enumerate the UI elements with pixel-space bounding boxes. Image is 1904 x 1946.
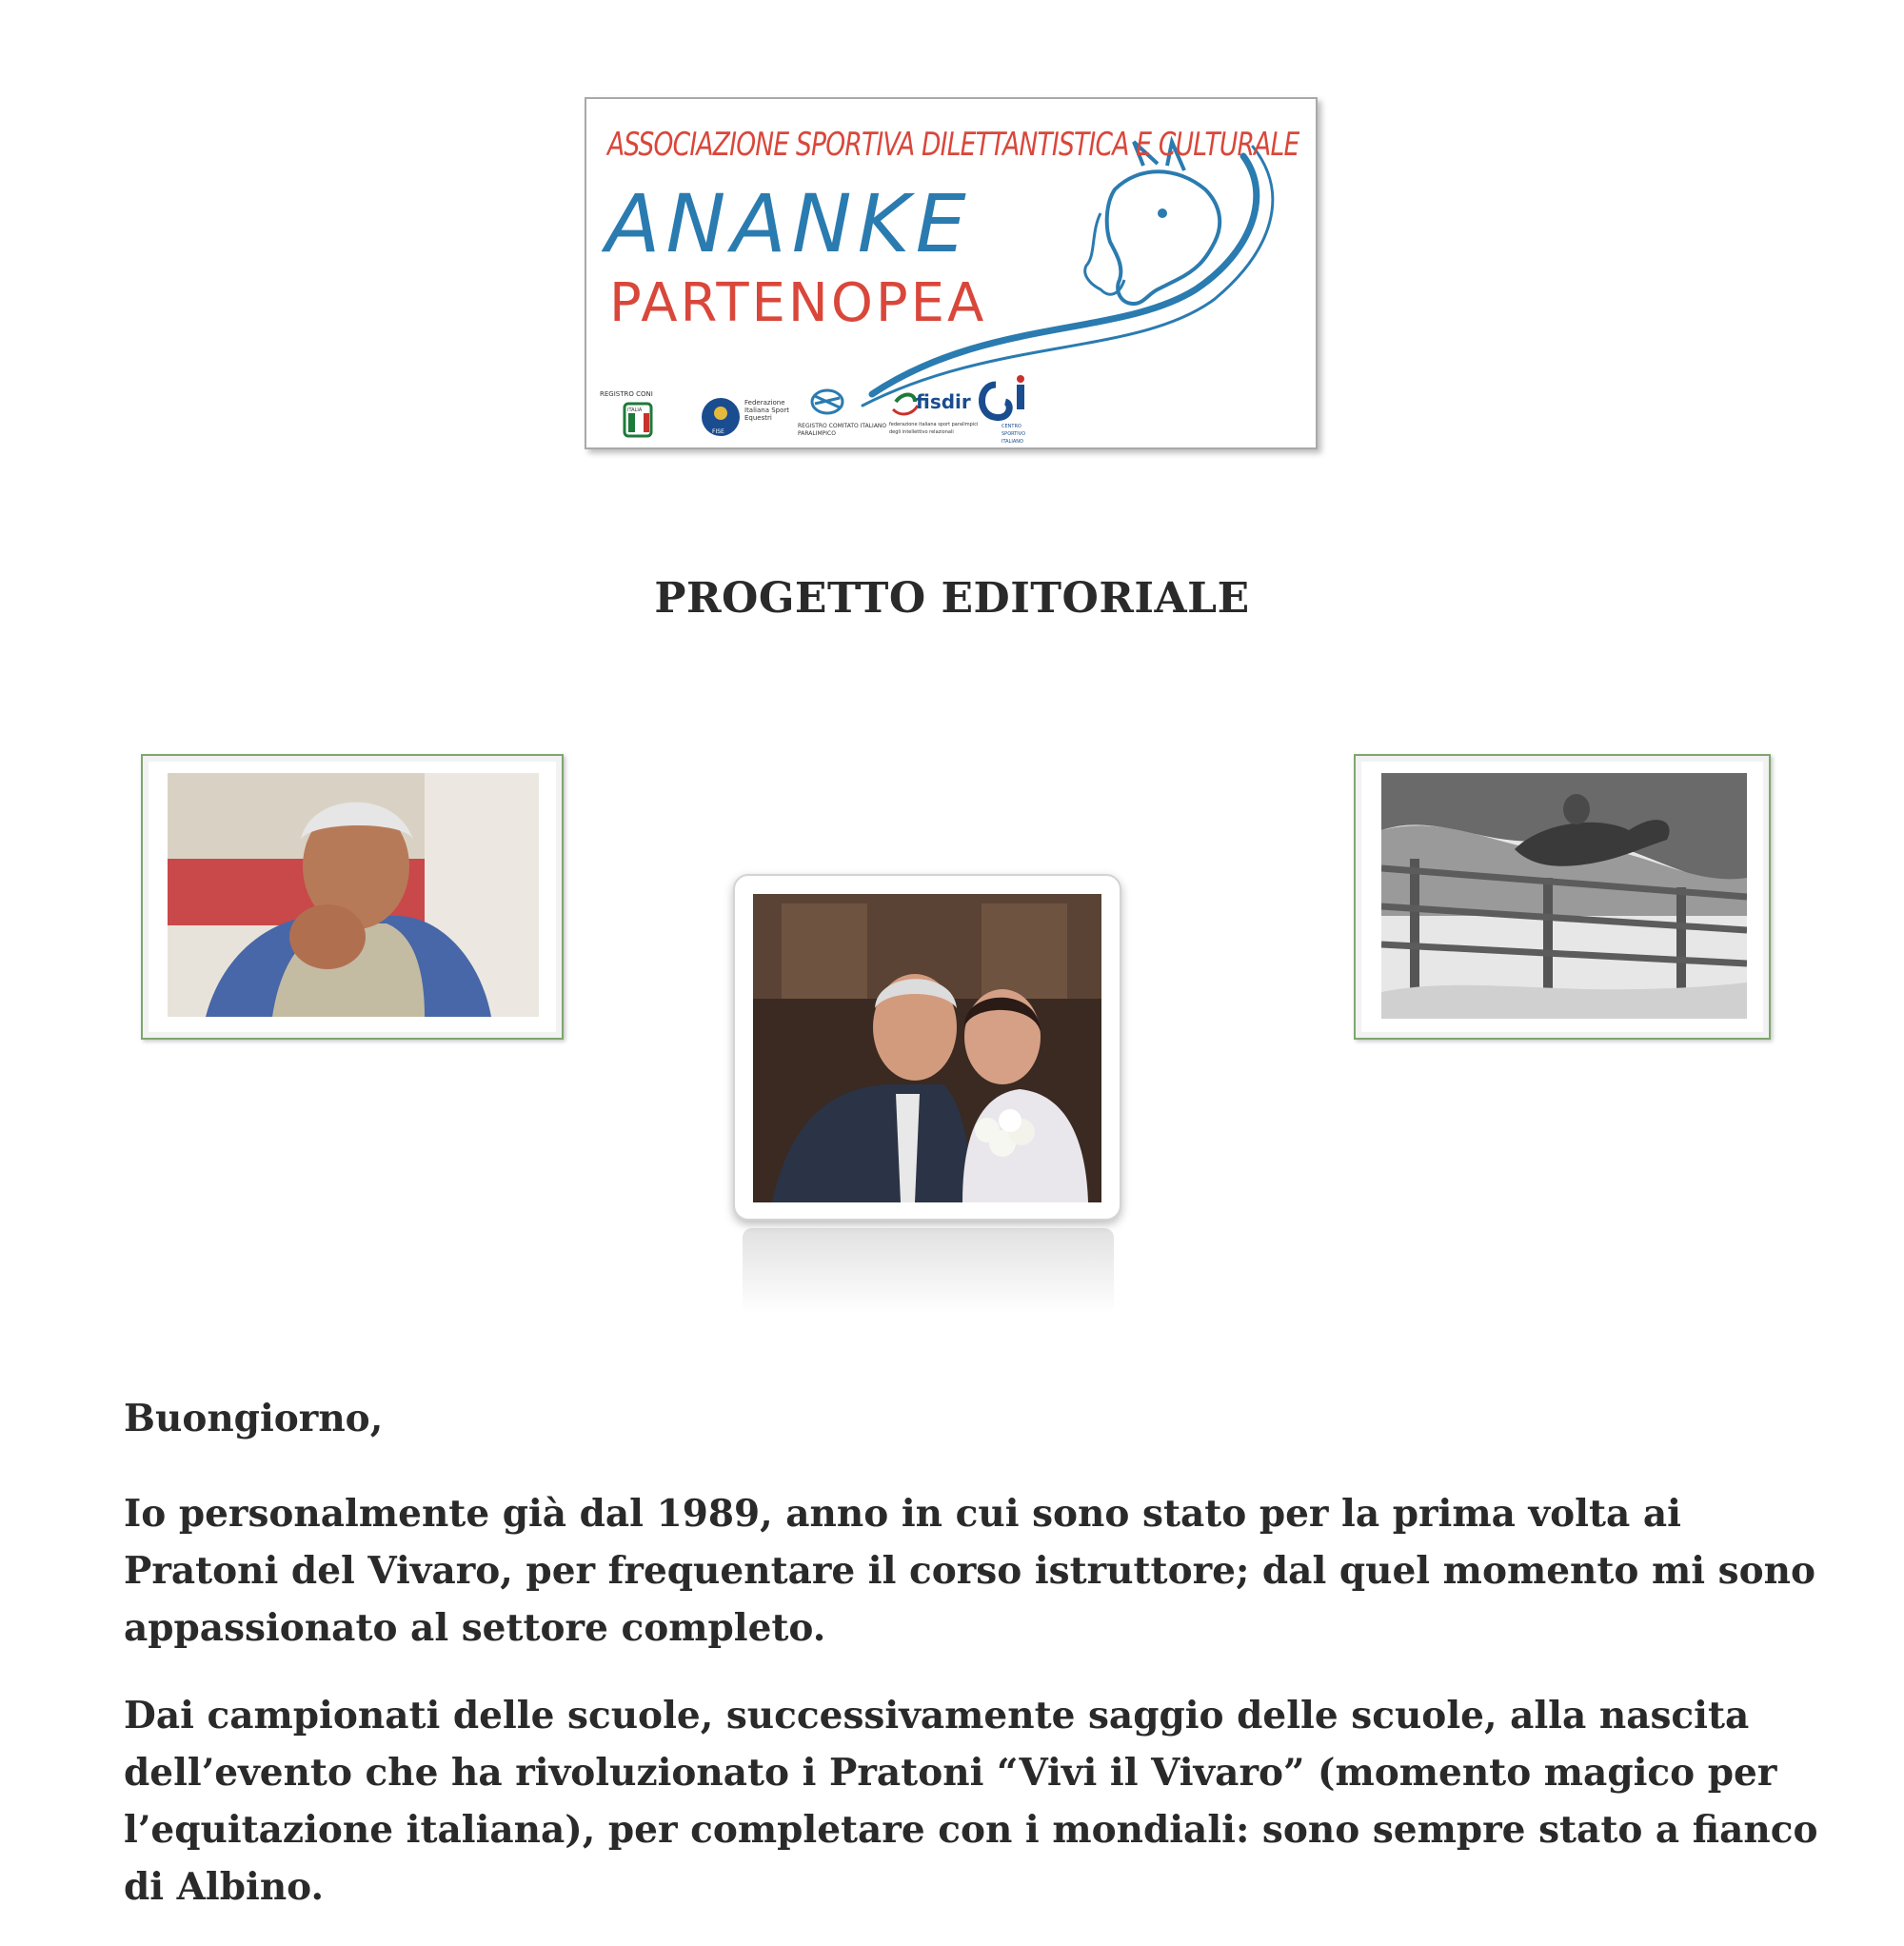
sponsor-fisdir-text: federazione italiana sport paralimpici degli intellettivo relazionali [889,422,979,435]
photo-reflection [743,1228,1114,1314]
sponsor-coni-shield: ITALIA [627,407,643,413]
sponsor-fisdir-label: fisdir [916,390,971,413]
letter-paragraph-1: Io personalmente già dal 1989, anno in cui sono stato per la prima volta ai Pratoni del Vivaro, per frequentare il corso istruttore; dal quel momento mi sono appassionato al settore completo. [124,1492,1815,1650]
horse-jump-photo [1354,754,1771,1040]
letter-body [124,1390,1818,1946]
association-logo [585,97,1318,449]
sponsor-csi-text: CENTRO SPORTIVO ITALIANO [1002,424,1026,445]
portrait-photo [141,754,564,1040]
couple-photo [733,874,1121,1221]
logo-subname: PARTENOPEA [609,272,987,334]
sponsor-fise-label: FISE [712,428,724,435]
logo-association-type: ASSOCIAZIONE SPORTIVA DILETTANTISTICA E CULTURALE [607,126,1299,164]
letter-paragraph-2: Dai campionati delle scuole, successivamente saggio delle scuole, alla nascita dell’evento che ha rivoluzionato i Pratoni “Vivi il Vivaro” (momento magico per l’equitazione italiana), per completare con i mondiali: sono sempre stato a fianco di Albino. [124,1694,1818,1909]
logo-name: ANANKE [605,177,972,270]
page-title: PROGETTO EDITORIALE [654,574,1250,623]
sponsor-coni-label: REGISTRO CONI [600,390,653,398]
letter-greeting: Buongiorno, [124,1397,384,1440]
sponsor-cip-label: REGISTRO COMITATO ITALIANO PARALIMPICO [798,423,887,437]
sponsor-fise-text: Federazione Italiana Sport Equestri [744,399,790,422]
